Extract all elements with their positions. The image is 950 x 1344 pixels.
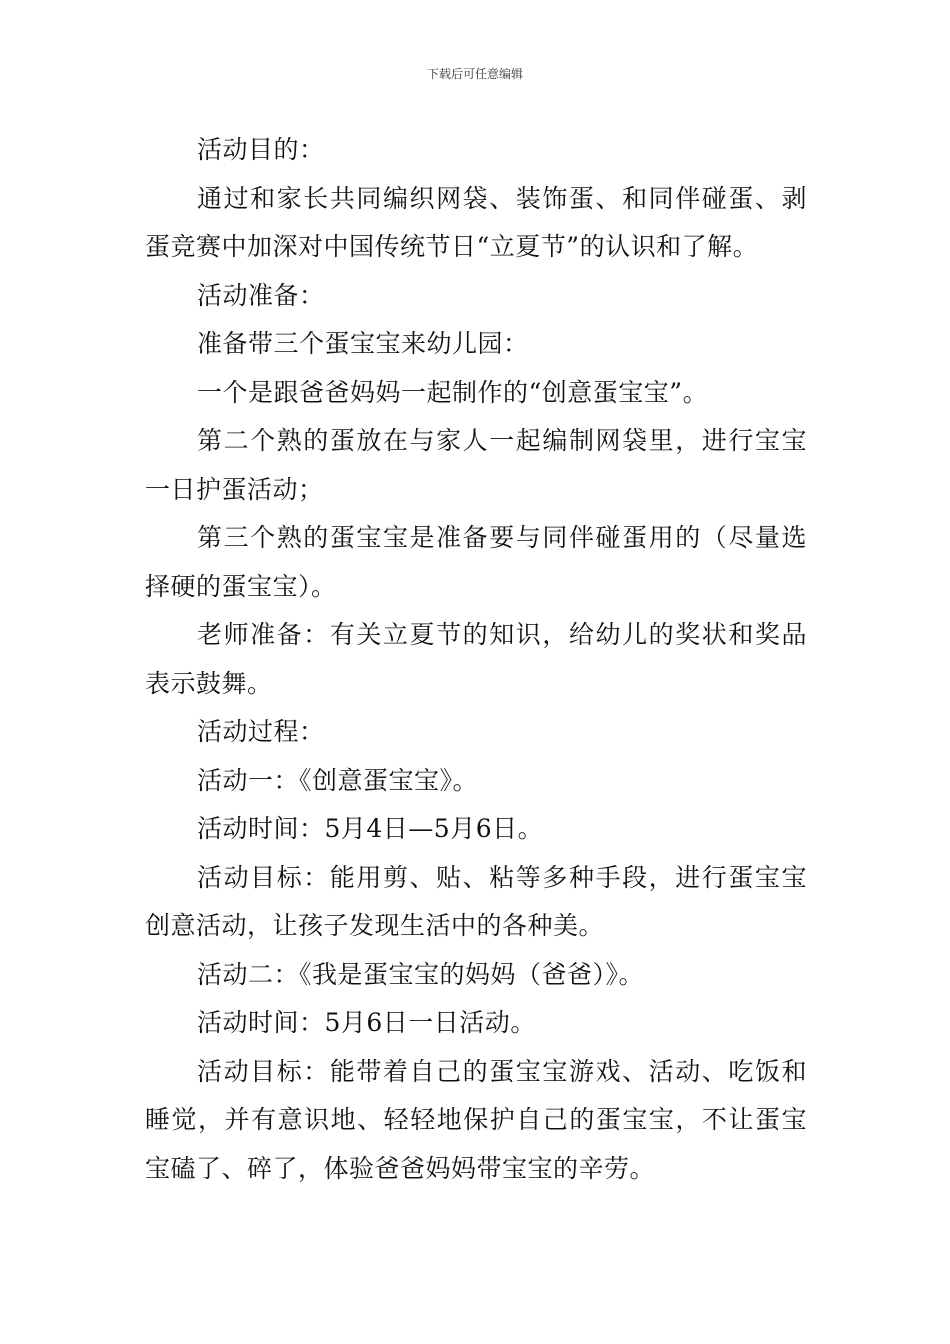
paragraph-prep-egg-2: 第二个熟的蛋放在与家人一起编制网袋里，进行宝宝一日护蛋活动； — [145, 426, 807, 504]
document-body — [145, 126, 807, 1193]
paragraph-teacher-prep: 老师准备：有关立夏节的知识，给幼儿的奖状和奖品表示鼓舞。 — [145, 620, 807, 698]
section-heading-preparation: 活动准备： — [197, 280, 325, 310]
activity-one-title: 活动一：《创意蛋宝宝》。 — [197, 765, 479, 795]
activity-one-goal: 活动目标：能用剪、贴、粘等多种手段，进行蛋宝宝创意活动，让孩子发现生活中的各种美。 — [145, 862, 807, 940]
activity-two-time: 活动时间：5月6日一日活动。 — [197, 1008, 536, 1037]
section-heading-purpose: 活动目的： — [197, 135, 325, 164]
paragraph-prep-intro: 准备带三个蛋宝宝来幼儿园： — [197, 329, 529, 358]
paragraph-prep-egg-3: 第三个熟的蛋宝宝是准备要与同伴碰蛋用的（尽量选择硬的蛋宝宝）。 — [145, 523, 807, 601]
paragraph-prep-egg-1: 一个是跟爸爸妈妈一起制作的“创意蛋宝宝”。 — [197, 377, 709, 407]
page-header-note: 下载后可任意编辑 — [426, 67, 523, 81]
activity-one-time: 活动时间：5月4日—5月6日。 — [197, 814, 544, 843]
activity-two-title: 活动二：《我是蛋宝宝的妈妈（爸爸）》。 — [197, 959, 645, 989]
paragraph-purpose: 通过和家长共同编织网袋、装饰蛋、和同伴碰蛋、剥蛋竞赛中加深对中国传统节日“立夏节”的认识和了解。 — [145, 183, 807, 261]
section-heading-process: 活动过程： — [197, 717, 325, 746]
activity-two-goal: 活动目标：能带着自己的蛋宝宝游戏、活动、吃饭和睡觉，并有意识地、轻轻地保护自己的蛋宝宝，不让蛋宝宝磕了、碎了，体验爸爸妈妈带宝宝的辛劳。 — [145, 1056, 807, 1183]
